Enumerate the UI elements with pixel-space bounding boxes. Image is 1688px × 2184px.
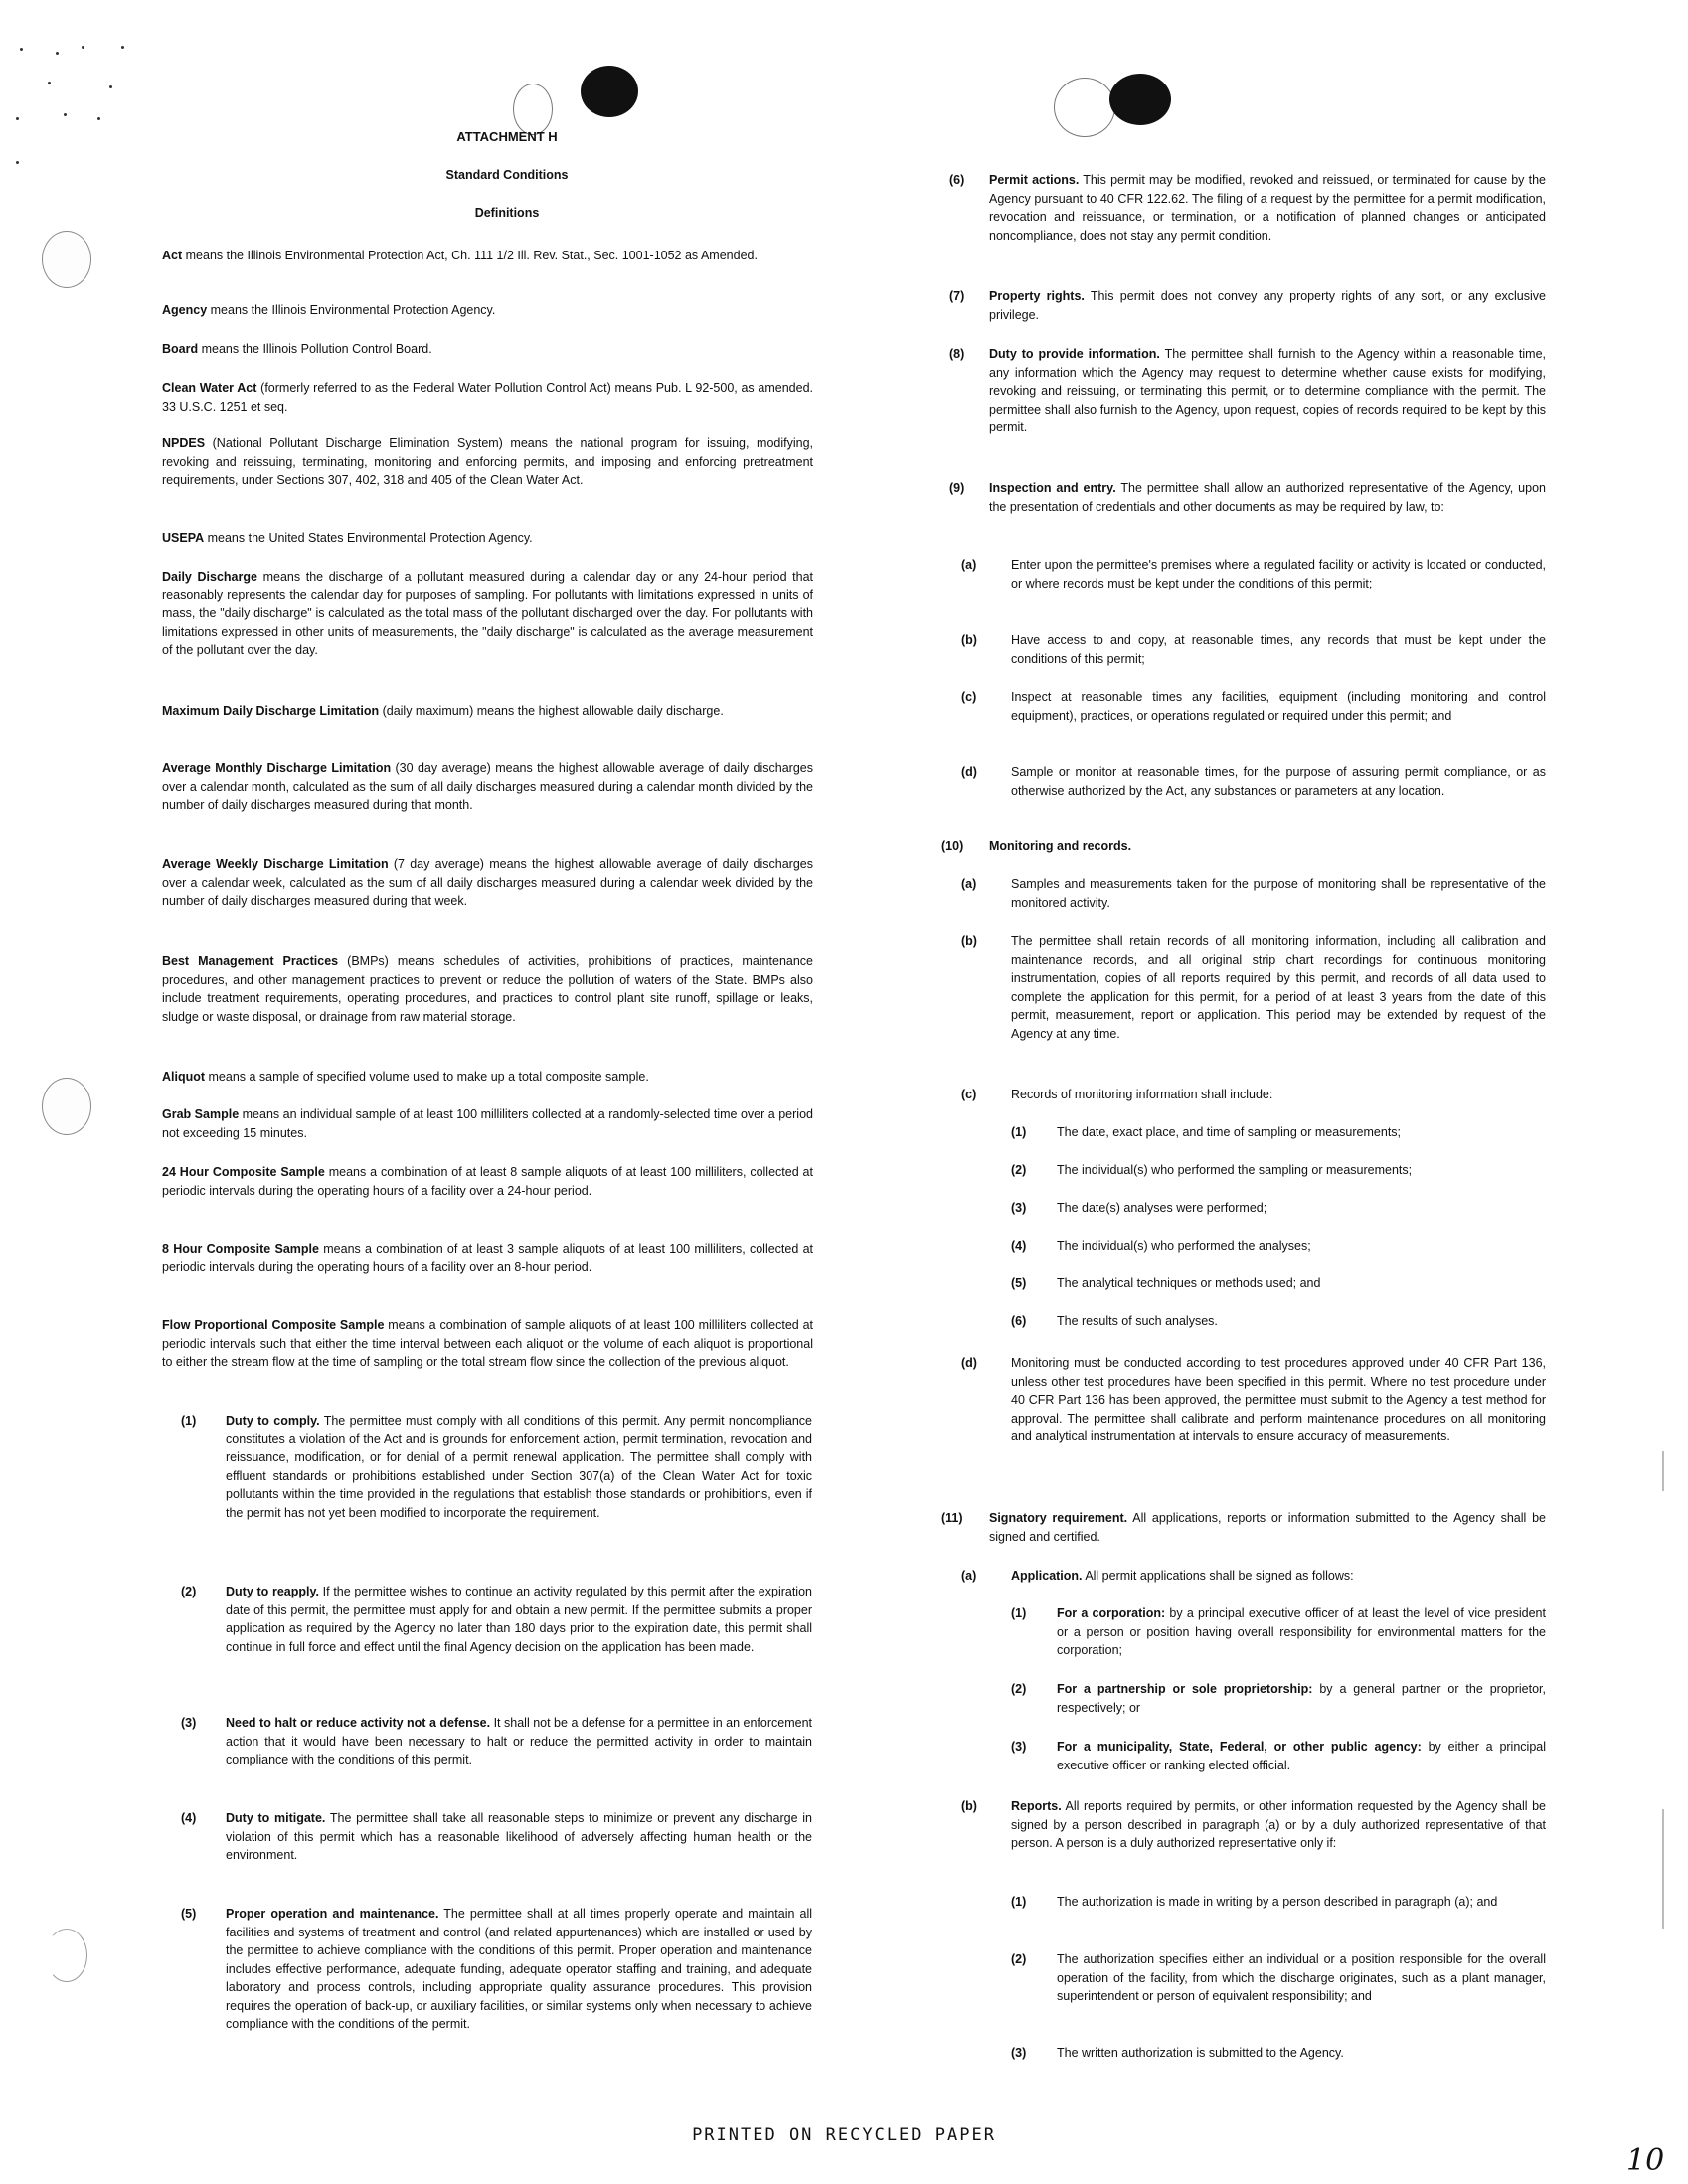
scan-speck <box>82 46 84 49</box>
scan-speck <box>56 52 59 55</box>
scan-edge-mark <box>1662 1809 1664 1929</box>
scan-speck <box>20 48 23 51</box>
punch-hole-top <box>42 231 91 288</box>
punch-hole-middle <box>42 1078 91 1135</box>
definition-clean-water-act: Clean Water Act (formerly referred to as the Federal Water Pollution Control Act) means Pub. L 92-500, as amended. 33 U.S.C. 1251 et seq. <box>162 381 814 414</box>
definition-npdes: NPDES (National Pollutant Discharge Elimination System) means the national program for issuing, modifying, revoking and reissuing, terminating, monitoring and enforcing permits, and imposing and enforcing pretreatment requirements, under Sections 307, 402, 318 and 405 of the Clean Water Act. <box>162 436 813 487</box>
scan-speck <box>16 161 19 164</box>
definition-grab-sample: Grab Sample means an individual sample of at least 100 milliliters collected at a randomly-selected time over a period not exceeding 15 minutes. <box>162 1107 813 1140</box>
definition-average-monthly: Average Monthly Discharge Limitation (30 day average) means the highest allowable average of daily discharges over a calendar month, calculated as the sum of all daily discharges measured during a calendar month divided by the number of daily discharges measured during that month. <box>162 761 813 812</box>
scan-edge-mark <box>1662 1451 1664 1491</box>
definition-8-hour-composite: 8 Hour Composite Sample means a combination of at least 3 sample aliquots of at least 100 milliliters, collected at periodic intervals during the operating hours of a facility over an 8-hour period. <box>162 1242 813 1274</box>
definition-usepa: USEPA means the United States Environmental Protection Agency. <box>162 531 533 545</box>
standard-conditions-heading: Standard Conditions <box>445 168 569 182</box>
definition-daily-discharge: Daily Discharge means the discharge of a pollutant measured during a calendar day or any 24-hour period that reasonably represents the calendar day for purposes of sampling. For pollutants with limitations expressed in units of mass, the "daily discharge" is calculated as the total mass of the pollutant discharged over the day. For pollutants with limitations expressed in other units of measurements, the "daily discharge" is calculated as the average measurement of the pollutant over the day. <box>162 570 813 657</box>
definition-act: Act means the Illinois Environmental Protection Act, Ch. 111 1/2 Ill. Rev. Stat., Sec. 1001-1052 as Amended. <box>162 249 758 262</box>
clip-right-blob <box>1109 74 1171 125</box>
document-page: ATTACHMENT H Standard Conditions Definitions Act means the Illinois Environmental Protection Act, Ch. 111 1/2 Ill. Rev. Stat., Sec. 1001-1052 as Amended. Agency means the Illinois Environmental Protection Agency. Board means the Illinois Pollution Control Board. Clean Water Act (formerly referred to as the Federal Water Pollution Control Act) means Pub. L 92-500, as amended. 33 U.S.C. 1251 et seq. NPDES (National Pollutant Discharge Elimination System) means the national program for issuing, modifying, revoking and reissuing, terminating, monitoring and enforcing permits, and imposing and enforcing pretreatment requirements, under Sections 307, 402, 318 and 405 of the Clean Water Act. USEPA means the United States Environmental Protection Agency. Daily Discharge means the discharge of a pollutant measured during a calendar day or any 24-hour period that reasonably represents the calendar day for purposes of sampling. For pollutants with limitations expressed in units of mass, the "daily discharge" is calculated as the total mass of the pollutant discharged over the day. For pollutants with limitations expressed in other units of measurements, the "daily discharge" is calculated as the average measurement of the pollutant over the day. Maximum Daily Discharge Limitation (daily maximum) means the highest allowable daily discharge. Average Monthly Discharge Limitation (30 day average) means the highest allowable average of daily discharges over a calendar month, calculated as the sum of all daily discharges measured during a calendar month divided by the number of daily discharges measured during that month. Average Weekly Discharge Limitation (7 day average) means the highest allowable average of daily discharges over a calendar week, calculated as the sum of all daily discharges measured during a calendar week divided by the number of daily discharges measured during that week. Best Management Practices (BMPs) means schedules of activities, prohibitions of practices, maintenance procedures, and other management practices to prevent or reduce the pollution of waters of the State. BMPs also include treatment requirements, operating procedures, and practices to control plant site runoff, spillage or leaks, sludge or waste disposal, or drainage from raw material storage. Aliquot means a sample of specified volume used to make up a total composite sample. Grab Sample means an individual sample of at least 100 milliliters collected at a randomly-selected time over a period not exceeding 15 minutes. 24 Hour Composite Sample means a combination of at least 8 sample aliquots of at least 100 milliliters, collected at periodic intervals during the operating hours of a facility over a 24-hour period. 8 Hour Composite Sample means a combination of at least 3 sample aliquots of at least 100 milliliters, collected at periodic intervals during the operating hours of a facility over an 8-hour period. Flow Proportional Composite Sample means a combination of sample aliquots of at least 100 milliliters collected at periodic intervals such that either the time interval between each aliquot or the volume of each aliquot is proportional to either the stream flow at the time of sampling or the total stream flow since the collection of the previous aliquot. (1) Duty to comply. The permittee must comply with all conditions of this permit. Any permit noncompliance constitutes a violation of the Act and is grounds for enforcement action, permit termination, revocation and reissuance, modification, or for denial of a permit renewal application. The permittee shall comply with effluent standards or prohibitions established under Section 307(a) of the Clean Water Act for toxic pollutants within the time provided in the regulations that establish those standards or prohibitions, even if the permit has not yet been modified to incorporate the requirement. (2) Duty to reapply. If the permittee wishes to continue an activity regulated by this permit after the expiration date of this permit, the permittee must apply for and obtain a new permit. If the permittee submits a proper application as required by the Agency no later than 180 days prior to the expiration date, this permit shall continue in full force and effect until the final Agency decision on the application has been made. (3) Need to halt or reduce activity not a defense. It shall not be a defense for a permittee in an enforcement action that it would have been necessary to halt or reduce the permitted activity in order to maintain compliance with the conditions of this permit. (4) Duty to mitigate. The permittee shall take all reasonable steps to minimize or prevent any discharge in violation of this permit which has a reasonable likelihood of adversely affecting human health or the environment. (5) Proper operation and maintenance. The permittee shall at all times properly operate and maintain all facilities and systems of treatment and control (and related appurtenances) which are installed or used by the permittee to achieve compliance with the conditions of this permit. Proper operation and maintenance includes effective performance, adequate funding, adequate operator staffing and training, and adequate laboratory and process controls, including appropriate quality assurance procedures. This provision requires the operation of back-up, or auxiliary facilities, or similar systems only when necessary to achieve compliance with the conditions of the permit. (6) Permit actions. This permit may be modified, revoked and reissued, or terminated for cause by the Agency pursuant to 40 CFR 122.62. The filing of a request by the permittee for a permit modification, revocation and reissuance, or termination, or a notification of planned changes or anticipated noncompliance, does not stay any permit condition. (7) Property rights. This permit does not convey any property rights of any sort, or any exclusive privilege. (8) Duty to provide information. The permittee shall furnish to the Agency within a reasonable time, any information which the Agency may request to determine whether cause exists for modifying, revoking and reissuing, or terminating this permit, or to determine compliance with the permit. The permittee shall also furnish to the Agency, upon request, copies of records required to be kept by this permit. (9) Inspection and entry. The permittee shall allow an authorized representative of the Agency, upon the presentation of credentials and other documents as may be required by law, to: (a) Enter upon the permittee's premises where a regulated facility or activity is located or conducted, or where records must be kept under the conditions of this permit; (b) Have access to and copy, at reasonable times, any records that must be kept under the conditions of this permit; (c) Inspect at reasonable times any facilities, equipment (including monitoring and control equipment), practices, or operations regulated or required under this permit; and (d) Sample or monitor at reasonable times, for the purpose of assuring permit compliance, or as otherwise authorized by the Act, any substances or parameters at any location. (10) Monitoring and records. (a) Samples and measurements taken for the purpose of monitoring shall be representative of the monitored activity. (b) The permittee shall retain records of all monitoring information, including all calibration and maintenance records, and all original strip chart recordings for continuous monitoring instrumentation, copies of all reports required by this permit, and records of all data used to complete the application for this permit, for a period of at least 3 years from the date of this permit, measurement, report or application. This period may be extended by request of the Agency at any time. (c) Records of monitoring information shall include: (1) The date, exact place, and time of sampling or measurements; (2) The individual(s) who performed the sampling or measurements; (3) The date(s) analyses were performed; (4) The individual(s) who performed the analyses; (5) The analytical techniques or methods used; and (6) The results of such analyses. (d) Monitoring must be conducted according to test procedures approved under 40 CFR Part 136, unless other test procedures have been specified in this permit. Where no test procedure under 40 CFR Part 136 has been approved, the permittee must submit to the Agency a test method for approval. The permittee shall calibrate and perform maintenance procedures on all monitoring and analytical instrumentation at intervals to ensure accuracy of measurements. (11) Signatory requirement. All applications, reports or information submitted to the Agency shall be signed and certified. (a) Application. All permit applications shall be signed as follows: (1) For a corporation: by a principal executive officer of at least the level of vice president or a person or position having overall responsibility for environmental matters for the corporation; (2) For a partnership or sole proprietorship: by a general partner or the proprietor, respectively; or (3) For a municipality, State, Federal, or other public agency: by either a principal executive officer or ranking elected official. (b) Reports. All reports required by permits, or other information requested by the Agency shall be signed by a person described in paragraph (a) or by a duly authorized representative of that person. A person is a duly authorized representative only if: (1) The authorization is made in writing by a person described in paragraph (a); and (2) The authorization specifies either an individual or a position responsible for the overall operation of the facility, from which the discharge originates, such as a plant manager, superintendent or person of equivalent responsibility; and (3) The written authorization is submitted to the Agency. PRINTED ON RECYCLED PAPER 10 <box>0 0 1688 2184</box>
definition-agency: Agency means the Illinois Environmental Protection Agency. <box>162 303 496 317</box>
definition-bmps: Best Management Practices (BMPs) means schedules of activities, prohibitions of practices, maintenance procedures, and other management practices to prevent or reduce the pollution of waters of the State. BMPs also include treatment requirements, operating procedures, and practices to control plant site runoff, spillage or leaks, sludge or waste disposal, or drainage from raw material storage. <box>162 954 813 1024</box>
clip-left-ring <box>513 84 553 135</box>
definition-24-hour-composite: 24 Hour Composite Sample means a combination of at least 8 sample aliquots of at least 100 milliliters, collected at periodic intervals during the operating hours of a facility over a 24-hour period. <box>162 1165 813 1198</box>
scan-speck <box>48 82 51 84</box>
definition-board: Board means the Illinois Pollution Control Board. <box>162 342 432 356</box>
scan-speck <box>97 117 100 120</box>
definitions-heading: Definitions <box>474 206 540 220</box>
definition-flow-proportional: Flow Proportional Composite Sample means a combination of sample aliquots of at least 100 milliliters collected at periodic intervals such that either the time interval between each aliquot or the volume of each aliquot is proportional to either the stream flow at the time of sampling or the total stream flow since the collection of the previous aliquot. <box>162 1318 814 1369</box>
scan-speck <box>121 46 124 49</box>
scan-speck <box>16 117 19 120</box>
clip-right-ring <box>1054 78 1115 137</box>
definition-maximum-daily: Maximum Daily Discharge Limitation (daily maximum) means the highest allowable daily discharge. <box>162 704 724 718</box>
page-number: 10 <box>1626 2143 1665 2178</box>
punch-hole-bottom <box>46 1929 87 1982</box>
recycled-paper-footer: PRINTED ON RECYCLED PAPER <box>692 2125 996 2145</box>
clip-left-blob <box>581 66 638 117</box>
definition-aliquot: Aliquot means a sample of specified volume used to make up a total composite sample. <box>162 1070 649 1084</box>
scan-speck <box>109 85 112 88</box>
attachment-title: ATTACHMENT H <box>456 129 558 144</box>
scan-speck <box>64 113 67 116</box>
definition-average-weekly: Average Weekly Discharge Limitation (7 day average) means the highest allowable average of daily discharges over a calendar week, calculated as the sum of all daily discharges measured during a calendar week divided by the number of daily discharges measured during that week. <box>162 857 813 908</box>
